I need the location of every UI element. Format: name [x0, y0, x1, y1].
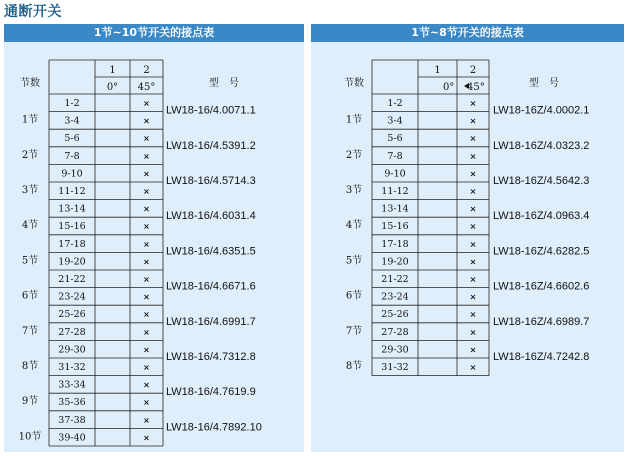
section-label: 4节	[345, 220, 363, 232]
contact-closed-mark: ×	[469, 275, 477, 284]
contact-pair: 39-40	[58, 432, 86, 444]
section-label: 7节	[21, 325, 39, 337]
contact-closed-mark: ×	[143, 187, 150, 196]
contact-pair: 7-8	[387, 150, 403, 162]
contact-closed-mark: ×	[143, 363, 150, 372]
contact-closed-mark: ×	[143, 380, 150, 390]
contact-closed-mark: ×	[143, 310, 150, 320]
contact-closed-mark: ×	[143, 116, 150, 126]
contact-closed-mark: ×	[469, 134, 477, 144]
contact-pair: 19-20	[381, 256, 409, 268]
contact-pair: 21-22	[58, 274, 86, 285]
model-number: LW18-16/4.6991.7	[166, 315, 256, 328]
section-label: 5节	[345, 255, 363, 267]
contact-pair: 15-16	[381, 221, 409, 233]
page-title: 通断开关	[4, 4, 62, 20]
section-label: 10节	[18, 431, 42, 443]
model-number: LW18-16Z/4.7242.8	[493, 351, 590, 363]
model-number: LW18-16/4.5391.2	[166, 139, 256, 152]
position-header: 1	[434, 65, 441, 76]
contact-pair: 15-16	[58, 221, 86, 233]
contact-pair: 21-22	[381, 274, 409, 285]
contact-pair: 7-8	[64, 150, 80, 162]
contact-closed-mark: ×	[143, 292, 150, 302]
contact-table-1-10	[4, 42, 304, 452]
section-label: 4节	[21, 220, 39, 232]
model-number: LW18-16Z/4.6282.5	[493, 245, 590, 258]
section-label: 5节	[21, 255, 39, 267]
contact-pair: 9-10	[61, 168, 83, 180]
contact-pair: 1-2	[387, 98, 403, 109]
contact-table-panel-1-10	[4, 24, 304, 452]
contact-pair: 13-14	[381, 203, 409, 215]
contact-pair: 11-12	[58, 186, 86, 197]
contact-closed-mark: ×	[469, 363, 477, 372]
position-header: 2	[143, 65, 150, 76]
contact-pair: 27-28	[58, 326, 86, 338]
model-number: LW18-16Z/4.0323.2	[493, 139, 590, 152]
contact-pair: 37-38	[58, 414, 86, 426]
model-number: LW18-16/4.6351.5	[166, 245, 256, 258]
contact-closed-mark: ×	[469, 116, 477, 126]
section-label: 2节	[21, 149, 39, 161]
model-number: LW18-16Z/4.5642.3	[493, 175, 590, 187]
contact-pair: 27-28	[381, 326, 409, 338]
model-number: LW18-16/4.0071.1	[166, 104, 256, 117]
contact-closed-mark: ×	[143, 151, 150, 161]
contact-pair: 17-18	[381, 238, 409, 250]
section-count-header: 节数	[344, 78, 364, 89]
section-label: 6节	[21, 290, 39, 302]
contact-pair: 3-4	[64, 115, 80, 127]
contact-pair: 9-10	[384, 168, 406, 180]
contact-pair: 25-26	[381, 309, 409, 321]
section-label: 3节	[345, 185, 363, 196]
section-label: 1节	[21, 114, 39, 126]
contact-pair: 35-36	[58, 397, 86, 409]
contact-pair: 5-6	[64, 133, 80, 145]
contact-closed-mark: ×	[469, 292, 477, 302]
contact-pair: 23-24	[381, 291, 409, 303]
contact-pair: 5-6	[387, 133, 403, 145]
section-label: 6节	[345, 290, 363, 302]
contact-pair: 19-20	[58, 256, 86, 268]
contact-closed-mark: ×	[143, 204, 150, 214]
section-label: 1节	[345, 114, 363, 126]
contact-pair: 23-24	[58, 291, 86, 303]
contact-closed-mark: ×	[143, 239, 150, 249]
contact-pair: 1-2	[64, 98, 80, 109]
section-label: 8节	[345, 361, 363, 372]
contact-table-1-8	[311, 42, 624, 452]
model-number: LW18-16Z/4.0002.1	[493, 104, 590, 117]
contact-closed-mark: ×	[469, 310, 477, 320]
contact-closed-mark: ×	[469, 327, 477, 337]
contact-pair: 17-18	[58, 238, 86, 250]
contact-pair: 31-32	[58, 362, 86, 373]
model-number: LW18-16Z/4.0963.4	[493, 210, 590, 223]
contact-closed-mark: ×	[469, 345, 477, 355]
contact-closed-mark: ×	[469, 257, 477, 267]
model-header: 型 号	[209, 78, 239, 89]
model-number: LW18-16Z/4.6602.6	[493, 280, 590, 293]
model-header: 型 号	[529, 78, 559, 89]
contact-closed-mark: ×	[469, 169, 477, 179]
contact-closed-mark: ×	[143, 398, 150, 408]
model-number: LW18-16/4.7312.8	[166, 351, 256, 363]
contact-pair: 31-32	[381, 362, 409, 373]
contact-closed-mark: ×	[469, 187, 477, 196]
section-label: 3节	[21, 185, 39, 196]
model-number: LW18-16/4.6671.6	[166, 280, 256, 293]
table-caption: 1节~10节开关的接点表	[4, 24, 304, 42]
contact-pair: 29-30	[381, 344, 409, 356]
contact-closed-mark: ×	[143, 257, 150, 267]
angle-header: 0°	[443, 82, 455, 93]
model-number: LW18-16/4.5714.3	[166, 175, 256, 187]
contact-closed-mark: ×	[143, 415, 150, 425]
contact-table-panel-1-8	[311, 24, 624, 452]
section-label: 9节	[21, 396, 39, 408]
section-label: 7节	[345, 325, 363, 337]
contact-pair: 25-26	[58, 309, 86, 321]
contact-closed-mark: ×	[143, 275, 150, 284]
section-label: 2节	[345, 149, 363, 161]
contact-closed-mark: ×	[143, 169, 150, 179]
contact-closed-mark: ×	[469, 239, 477, 249]
angle-header: 0°	[106, 82, 119, 93]
contact-closed-mark: ×	[469, 99, 477, 108]
contact-closed-mark: ×	[143, 345, 150, 355]
position-header: 2	[469, 65, 477, 76]
table-caption: 1节~8节开关的接点表	[311, 24, 624, 42]
model-number: LW18-16/4.6031.4	[166, 210, 256, 223]
model-number: LW18-16/4.7619.9	[166, 386, 256, 399]
contact-pair: 3-4	[387, 115, 403, 127]
model-number: LW18-16Z/4.6989.7	[493, 315, 590, 328]
contact-closed-mark: ×	[469, 222, 477, 232]
contact-closed-mark: ×	[143, 222, 150, 232]
section-label: 8节	[21, 361, 39, 372]
contact-pair: 11-12	[381, 186, 409, 197]
contact-pair: 33-34	[58, 379, 86, 391]
contact-closed-mark: ×	[143, 327, 150, 337]
contact-closed-mark: ×	[143, 134, 150, 144]
angle-header: 45°	[467, 82, 485, 93]
section-count-header: 节数	[20, 78, 40, 89]
position-header: 1	[109, 65, 116, 76]
contact-pair: 29-30	[58, 344, 86, 356]
contact-closed-mark: ×	[469, 204, 477, 214]
contact-closed-mark: ×	[143, 433, 150, 443]
contact-pair: 13-14	[58, 203, 86, 215]
angle-header: 45°	[137, 82, 156, 93]
contact-closed-mark: ×	[143, 99, 150, 108]
contact-closed-mark: ×	[469, 151, 477, 161]
model-number: LW18-16/4.7892.10	[166, 421, 262, 434]
